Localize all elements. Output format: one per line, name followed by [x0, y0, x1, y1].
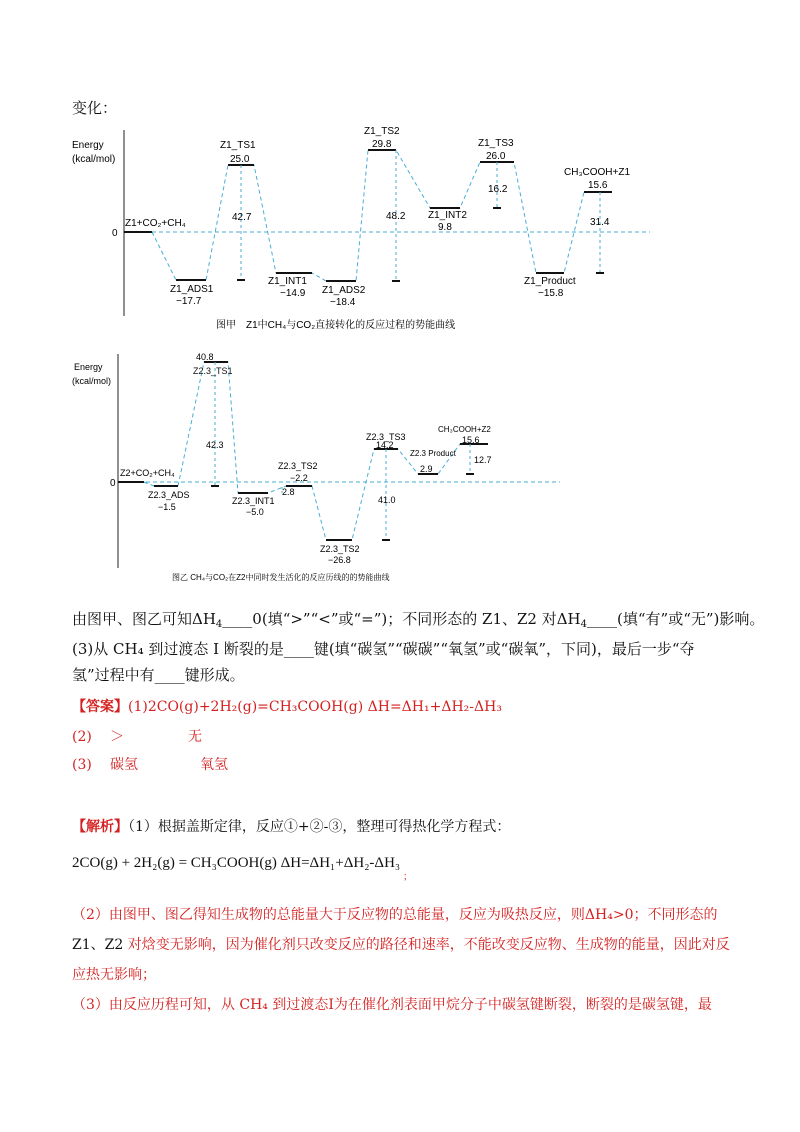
barrier2-3: 41.0: [378, 495, 396, 505]
value-z1-ads2: −18.4: [330, 297, 356, 308]
y-axis-label-1: Energy: [72, 140, 104, 151]
answer-line1: [72, 696, 502, 718]
value-z23-ts1: 40.8: [196, 352, 214, 362]
zero-label: 0: [112, 228, 118, 239]
equation-tail: ;: [403, 871, 407, 882]
q2-line: 由图甲、图乙可知$\Delta H_4\_\_\_\_0$(填“>”“<”或“=”)；不同形态的 Z1、Z2 对$\Delta H_4\_\_\_\_$(填“有”或“无”)影响。: [72, 610, 765, 630]
analysis-p2b: [72, 934, 730, 956]
label-z23-ts3: Z2.3_TS3: [366, 432, 406, 442]
answer-3-num: (3): [72, 757, 92, 773]
answer-1: (1)2CO(g)+2H₂(g)=CH₃COOH(g) ΔH=ΔH₁+ΔH₂-ΔH₃: [128, 699, 502, 715]
fig2-caption: 图乙 CH₄与CO₂在Z2中同时发生活化的反应历线的的势能曲线: [172, 573, 390, 582]
barrier-4: 31.4: [590, 217, 610, 228]
label-final-2: CH₃COOH+Z2: [438, 425, 491, 434]
answer-3-y: 氧氢: [200, 757, 228, 773]
label-z1-product: Z1_Product: [524, 276, 576, 287]
value-z1-ts2: 29.8: [372, 139, 392, 150]
answer-line2: [72, 726, 202, 748]
label-z23-ts1: Z2.3_TS1: [193, 366, 233, 376]
analysis-tag: 【解析】: [72, 819, 128, 835]
pathway-connectors: [152, 150, 612, 281]
analysis-line1: [72, 816, 510, 838]
answer-3-x: 碳氢: [110, 757, 138, 773]
value-final-2: 15.6: [462, 435, 480, 445]
answer-tag: 【答案】: [72, 699, 128, 715]
value-z1-int1: −14.9: [280, 288, 306, 299]
value-z23-ts2b: −26.8: [328, 555, 351, 565]
value-z23-ads: −1.5: [158, 502, 176, 512]
value-z1-ads1: −17.7: [176, 296, 202, 307]
label-z1-int2: Z1_INT2: [428, 210, 467, 221]
value-z23-ts3: 14.2: [376, 440, 394, 450]
label-z23-int1: Z2.3_INT1: [232, 496, 275, 506]
equation-text: 2CO(g) + 2H₂(g) = CH₃COOH(g) ΔH=ΔH₁+ΔH₂-ΔH₃: [72, 855, 401, 871]
value-z1-int2: 9.8: [438, 222, 452, 233]
y-axis-label-1b: Energy: [74, 362, 103, 372]
q2-part3: ____(填“有”或“无”)影响。: [587, 610, 765, 628]
value-z1-ts3: 26.0: [486, 151, 506, 162]
zero-label-2: 0: [110, 478, 116, 489]
label-z23-ads: Z2.3_ADS: [148, 490, 190, 500]
start-label-2: Z2+CO₂+CH₄: [120, 468, 175, 478]
value-z23-int1: −5.0: [246, 507, 264, 517]
answer-2-y: 无: [188, 729, 202, 745]
intro-text: 变化：: [72, 99, 118, 117]
label-z1-int1: Z1_INT1: [268, 276, 307, 287]
label-z1-ads1: Z1_ADS1: [170, 284, 214, 295]
q3-line2: 氢”过程中有____键形成。: [72, 666, 245, 684]
label-z1-ts3: Z1_TS3: [478, 138, 514, 149]
y-axis-label-2b: (kcal/mol): [72, 376, 112, 386]
label-z1-ads2: Z1_ADS2: [322, 285, 366, 296]
barrier-2: 48.2: [386, 211, 406, 222]
barrier2-1: 42.3: [206, 440, 224, 450]
barrier-3: 16.2: [488, 184, 508, 195]
answer-line3: [72, 754, 228, 776]
label-z23-ts2a: Z2.3_TS2: [278, 461, 318, 471]
analysis-p3: （3）由反应历程可知，从 CH₄ 到过渡态Ⅰ为在催化剂表面甲烷分子中碳氢键断裂，断裂的是碳氢键，最: [72, 997, 712, 1013]
energy-diagram-z2-svg: [0, 348, 800, 588]
value-final: 15.6: [588, 180, 608, 191]
analysis-equation: [72, 852, 407, 882]
analysis-p1: （1）根据盖斯定律，反应①+②-③，整理可得热化学方程式：: [128, 819, 511, 835]
label-z1-ts1: Z1_TS1: [220, 140, 256, 151]
q2-part2: ____0(填“>”“<”或“=”)；不同形态的 Z1、Z2 对ΔH: [222, 610, 581, 628]
energy-diagram-z2: [0, 348, 800, 588]
analysis-p2b-black: Z1、Z2: [72, 937, 124, 953]
q3-line1: (3)从 CH₄ 到过渡态 I 断裂的是____键(填“碳氢”“碳碳”“氧氢”或“碳氧”，下同)，最后一步“夺: [72, 640, 695, 658]
value-z23-product: 2.9: [420, 464, 433, 474]
barrier2-2: 2.8: [282, 487, 295, 497]
answer-2-x: ＞: [110, 729, 124, 745]
label-z23-ts2b: Z2.3_TS2: [320, 544, 360, 554]
barrier2-4: 12.7: [474, 455, 492, 465]
label-z1-ts2: Z1_TS2: [364, 126, 400, 137]
value-z1-product: −15.8: [538, 288, 564, 299]
fig1-caption: 图甲 Z1中CH₄与CO₂直接转化的反应过程的势能曲线: [216, 320, 456, 331]
energy-diagram-z1: [0, 120, 800, 340]
value-z23-ts2a: −2.2: [290, 473, 308, 483]
start-label: Z1+CO₂+CH₄: [125, 218, 186, 229]
analysis-p2a: （2）由图甲、图乙得知生成物的总能量大于反应物的总能量，反应为吸热反应，则ΔH₄>0；不同形态的: [72, 907, 718, 923]
energy-diagram-z1-svg: [0, 120, 800, 340]
label-final: CH₃COOH+Z1: [564, 167, 631, 178]
value-z1-ts1: 25.0: [230, 154, 250, 165]
barrier-1: 42.7: [232, 212, 252, 223]
analysis-p2b-red: 对焓变无影响，因为催化剂只改变反应的路径和速率，不能改变反应物、生成物的能量，因此对反: [123, 937, 730, 953]
analysis-p2c: 应热无影响；: [72, 967, 156, 983]
label-z23-product: Z2.3 Product: [410, 449, 456, 458]
answer-2-num: (2): [72, 729, 92, 745]
y-axis-label-2: (kcal/mol): [72, 154, 116, 165]
q2-part1: 由图甲、图乙可知ΔH: [72, 610, 216, 628]
